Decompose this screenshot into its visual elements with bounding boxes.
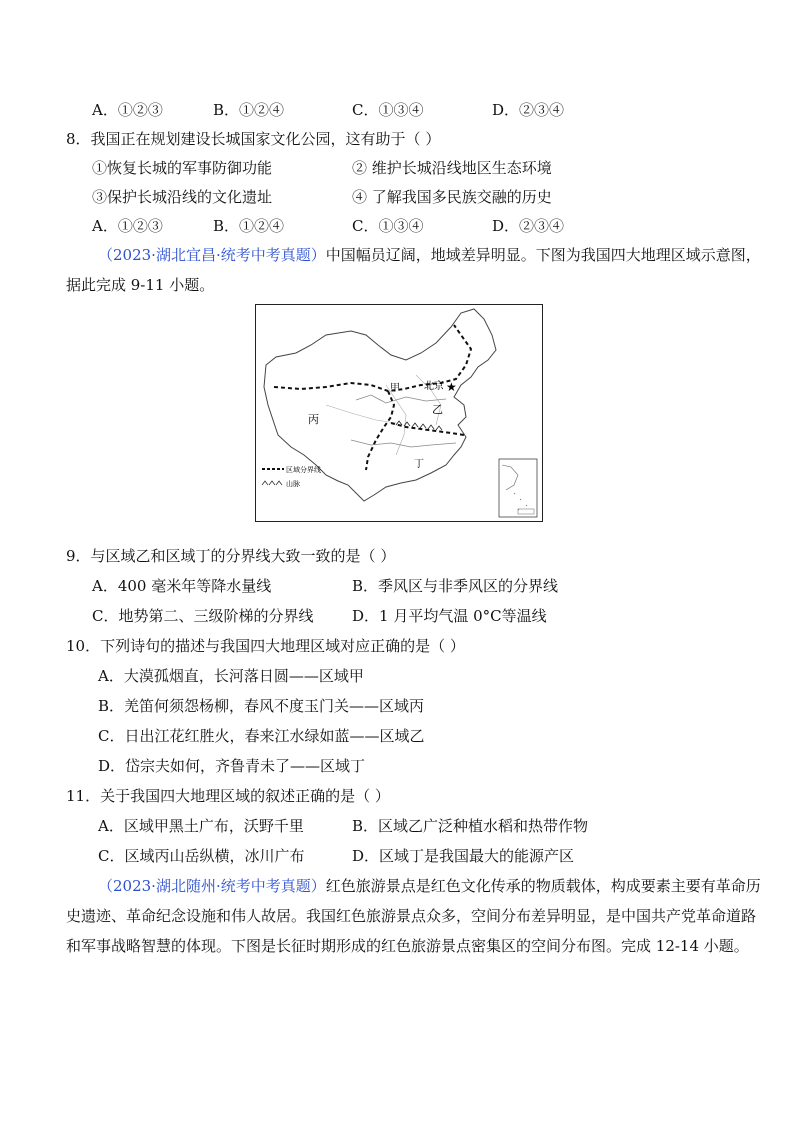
- beijing-star-icon: ★: [446, 380, 457, 394]
- q9-option-a: A．400 毫米年等降水量线: [92, 577, 272, 595]
- intro1-source: （2023·湖北宜昌·统考中考真题）: [98, 246, 326, 264]
- q9-option-d: D．1 月平均气温 0°C等温线: [352, 607, 547, 625]
- intro1-line2: 据此完成 9-11 小题。: [66, 276, 215, 294]
- q10-option-d: D．岱宗夫如何，齐鲁青未了——区域丁: [98, 757, 366, 775]
- q9-option-c: C．地势第二、三级阶梯的分界线: [92, 607, 314, 625]
- river-yangtze: [351, 440, 456, 447]
- legend-mountain-swatch: [262, 481, 282, 485]
- q10-option-a: A．大漠孤烟直，长河落日圆——区域甲: [98, 667, 364, 685]
- q11-option-a: A．区域甲黑土广布，沃野千里: [98, 817, 304, 835]
- q8-item-2: ② 维护长城沿线地区生态环境: [352, 159, 552, 177]
- map-svg: [256, 305, 542, 521]
- intro2-line3: 和军事战略智慧的体现。下图是长征时期形成的红色旅游景点密集区的空间分布图。完成 12-14 小题。: [66, 937, 749, 955]
- label-ding: 丁: [414, 459, 424, 470]
- q9-stem: 9．与区域乙和区域丁的分界线大致一致的是（ ）: [66, 547, 396, 565]
- q11-option-d: D．区域丁是我国最大的能源产区: [352, 847, 575, 865]
- q10-option-c: C．日出江花红胜火，春来江水绿如蓝——区域乙: [98, 727, 425, 745]
- q11-option-b: B．区域乙广泛种植水稻和热带作物: [352, 817, 589, 835]
- q8-item-4: ④ 了解我国多民族交融的历史: [352, 188, 552, 206]
- intro2-line1: [98, 876, 761, 896]
- label-yi: 乙: [432, 403, 443, 416]
- q8-option-c: C．①③④: [352, 217, 424, 235]
- q8-option-b: B．①②④: [213, 217, 285, 235]
- q8-option-d: D．②③④: [492, 217, 565, 235]
- inner-border-1: [326, 405, 396, 423]
- label-beijing: 北京: [424, 381, 444, 392]
- q10-stem: 10．下列诗句的描述与我国四大地理区域对应正确的是（ ）: [66, 637, 465, 655]
- intro2-source: （2023·湖北随州·统考中考真题）: [98, 877, 326, 895]
- q8-option-a: A．①②③: [92, 217, 163, 235]
- q11-option-c: C．区域丙山岳纵横，冰川广布: [98, 847, 305, 865]
- intro2-line2: 史遗迹、革命纪念设施和伟人故居。我国红色旅游景点众多，空间分布差异明显，是中国共产党革命道路: [66, 907, 757, 925]
- south-china-sea-inset: [499, 459, 537, 517]
- q7-option-d: D．②③④: [492, 101, 565, 119]
- intro1-text: 中国幅员辽阔，地域差异明显。下图为我国四大地理区域示意图，: [325, 246, 761, 264]
- q7-option-c: C．①③④: [352, 101, 424, 119]
- boundary-west: [366, 391, 394, 470]
- river-yellow: [356, 395, 446, 403]
- q7-option-a: A．①②③: [92, 101, 163, 119]
- china-regions-map: [255, 304, 543, 522]
- label-bing: 丙: [308, 413, 319, 426]
- legend-boundary: 区域分界线: [286, 466, 321, 474]
- label-jia: 甲: [390, 383, 400, 394]
- q9-option-b: B．季风区与非季风区的分界线: [352, 577, 559, 595]
- intro2-text: 红色旅游景点是红色文化传承的物质载体，构成要素主要有革命历: [325, 877, 761, 895]
- intro1-line1: [98, 245, 761, 265]
- q10-option-b: B．羌笛何须怨杨柳，春风不度玉门关——区域丙: [98, 697, 425, 715]
- q11-stem: 11．关于我国四大地理区域的叙述正确的是（ ）: [66, 787, 390, 805]
- legend-mountain: 山脉: [286, 480, 300, 488]
- q8-stem: 8．我国正在规划建设长城国家文化公园，这有助于（ ）: [66, 130, 441, 148]
- q7-option-b: B．①②④: [213, 101, 285, 119]
- q8-item-1: ①恢复长城的军事防御功能: [92, 159, 273, 177]
- q8-item-3: ③保护长城沿线的文化遗址: [92, 188, 273, 206]
